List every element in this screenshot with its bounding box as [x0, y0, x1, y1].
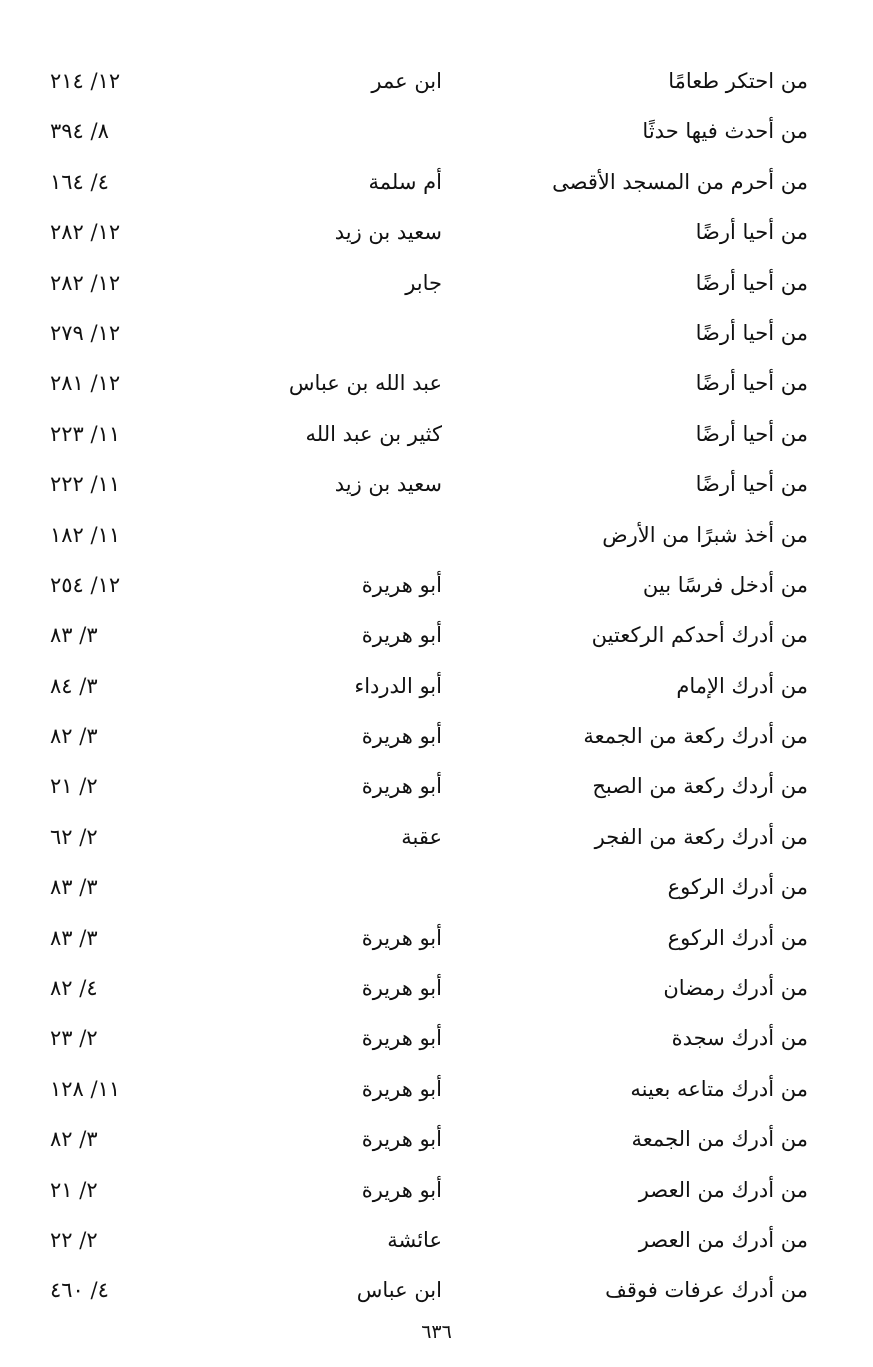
narrator-name: عائشة — [387, 1227, 442, 1252]
narrator-name: سعيد بن زيد — [334, 220, 442, 245]
hadith-phrase: من أحيا أرضًا — [695, 472, 808, 497]
volume-page-reference: ١٢/ ٢٧٩ — [50, 320, 121, 345]
volume-page-reference: ١٢/ ٢٨١ — [50, 371, 121, 396]
hadith-phrase: من أدرك عرفات فوقف — [605, 1278, 808, 1303]
narrator-name — [222, 862, 442, 912]
index-row — [40, 308, 820, 358]
hadith-phrase: من أدرك ركعة من الفجر — [594, 824, 808, 849]
narrator-name: كثير بن عبد الله — [305, 421, 442, 446]
index-row — [40, 106, 820, 156]
narrator-name: عقبة — [401, 824, 442, 849]
narrator-name: أبو هريرة — [361, 925, 442, 950]
index-row — [40, 1215, 820, 1265]
hadith-phrase: من أردك ركعة من الصبح — [592, 774, 808, 799]
volume-page-reference: ٣/ ٨٢ — [50, 1127, 98, 1152]
hadith-phrase: من أدرك من العصر — [638, 1177, 808, 1202]
index-row — [40, 1013, 820, 1063]
narrator-name: أبو هريرة — [361, 976, 442, 1001]
hadith-phrase: من أدرك رمضان — [663, 976, 808, 1001]
index-row — [40, 358, 820, 408]
hadith-phrase: من أخذ شبرًا من الأرض — [602, 522, 808, 547]
volume-page-reference: ٤/ ٨٢ — [50, 976, 98, 1001]
volume-page-reference: ٨/ ٣٩٤ — [50, 119, 109, 144]
index-row — [40, 1265, 820, 1315]
index-row — [40, 459, 820, 509]
volume-page-reference: ١١/ ١٨٢ — [50, 522, 121, 547]
volume-page-reference: ٢/ ٦٢ — [50, 824, 98, 849]
volume-page-reference: ٣/ ٨٤ — [50, 673, 98, 698]
volume-page-reference: ٢/ ٢١ — [50, 1177, 98, 1202]
volume-page-reference: ١١/ ٢٢٣ — [50, 421, 121, 446]
volume-page-reference: ١١/ ١٢٨ — [50, 1076, 121, 1101]
narrator-name: أبو هريرة — [361, 724, 442, 749]
narrator-name: أبو هريرة — [361, 1127, 442, 1152]
volume-page-reference: ٣/ ٨٣ — [50, 925, 98, 950]
hadith-phrase: من أدرك ركعة من الجمعة — [583, 724, 808, 749]
hadith-phrase: من أحدث فيها حدثًا — [642, 119, 808, 144]
volume-page-reference: ٣/ ٨٢ — [50, 724, 98, 749]
volume-page-reference: ٣/ ٨٣ — [50, 623, 98, 648]
index-row — [40, 610, 820, 660]
index-row — [40, 963, 820, 1013]
hadith-phrase: من أدرك أحدكم الركعتين — [591, 623, 808, 648]
narrator-name: سعيد بن زيد — [334, 472, 442, 497]
volume-page-reference: ٣/ ٨٣ — [50, 875, 98, 900]
volume-page-reference: ٢/ ٢٣ — [50, 1026, 98, 1051]
hadith-phrase: من أدرك الإمام — [676, 673, 808, 698]
volume-page-reference: ١٢/ ٢٨٢ — [50, 270, 121, 295]
hadith-phrase: من أدخل فرسًا بين — [642, 572, 808, 597]
volume-page-reference: ١٢/ ٢٥٤ — [50, 572, 121, 597]
volume-page-reference: ٤/ ١٦٤ — [50, 169, 109, 194]
index-row — [40, 711, 820, 761]
index-row — [40, 258, 820, 308]
hadith-phrase: من أحيا أرضًا — [695, 220, 808, 245]
narrator-name: ابن عباس — [356, 1278, 442, 1303]
hadith-phrase: من أدرك من العصر — [638, 1227, 808, 1252]
index-row — [40, 56, 820, 106]
narrator-name: أبو هريرة — [361, 1177, 442, 1202]
hadith-phrase: من أدرك الركوع — [667, 925, 808, 950]
index-row — [40, 812, 820, 862]
index-row — [40, 157, 820, 207]
hadith-index-table — [40, 56, 820, 1316]
narrator-name: أبو هريرة — [361, 623, 442, 648]
volume-page-reference: ١٢/ ٢١٤ — [50, 69, 121, 93]
volume-page-reference: ٢/ ٢٢ — [50, 1227, 98, 1252]
index-row — [40, 761, 820, 811]
narrator-name: عبد الله بن عباس — [288, 371, 442, 396]
index-row — [40, 661, 820, 711]
narrator-name: أبو الدرداء — [354, 673, 442, 698]
index-row — [40, 1064, 820, 1114]
narrator-name — [222, 308, 442, 358]
narrator-name: أم سلمة — [368, 169, 442, 194]
index-row — [40, 560, 820, 610]
narrator-name: أبو هريرة — [361, 774, 442, 799]
narrator-name — [222, 510, 442, 560]
index-row — [40, 409, 820, 459]
narrator-name: أبو هريرة — [361, 572, 442, 597]
volume-page-reference: ١٢/ ٢٨٢ — [50, 220, 121, 245]
hadith-phrase: من أدرك الركوع — [667, 875, 808, 900]
page-number: ٦٣٦ — [421, 1321, 452, 1343]
index-row — [40, 510, 820, 560]
narrator-name: أبو هريرة — [361, 1076, 442, 1101]
volume-page-reference: ١١/ ٢٢٢ — [50, 472, 121, 497]
hadith-phrase: من أحيا أرضًا — [695, 270, 808, 295]
hadith-phrase: من أحيا أرضًا — [695, 320, 808, 345]
narrator-name: ابن عمر — [371, 69, 442, 93]
volume-page-reference: ٤/ ٤٦٠ — [50, 1278, 109, 1303]
hadith-phrase: من أحرم من المسجد الأقصى — [552, 169, 808, 194]
hadith-phrase: من أدرك سجدة — [671, 1026, 808, 1051]
index-row — [40, 913, 820, 963]
narrator-name: جابر — [405, 270, 442, 295]
index-row — [40, 207, 820, 257]
hadith-phrase: من أدرك من الجمعة — [631, 1127, 808, 1152]
hadith-phrase: من أحيا أرضًا — [695, 421, 808, 446]
volume-page-reference: ٢/ ٢١ — [50, 774, 98, 799]
index-row — [40, 1114, 820, 1164]
index-row — [40, 1165, 820, 1215]
narrator-name — [222, 106, 442, 156]
hadith-phrase: من احتكر طعامًا — [668, 69, 808, 93]
hadith-phrase: من أدرك متاعه بعينه — [630, 1076, 808, 1101]
hadith-phrase: من أحيا أرضًا — [695, 371, 808, 396]
narrator-name: أبو هريرة — [361, 1026, 442, 1051]
index-row — [40, 862, 820, 912]
